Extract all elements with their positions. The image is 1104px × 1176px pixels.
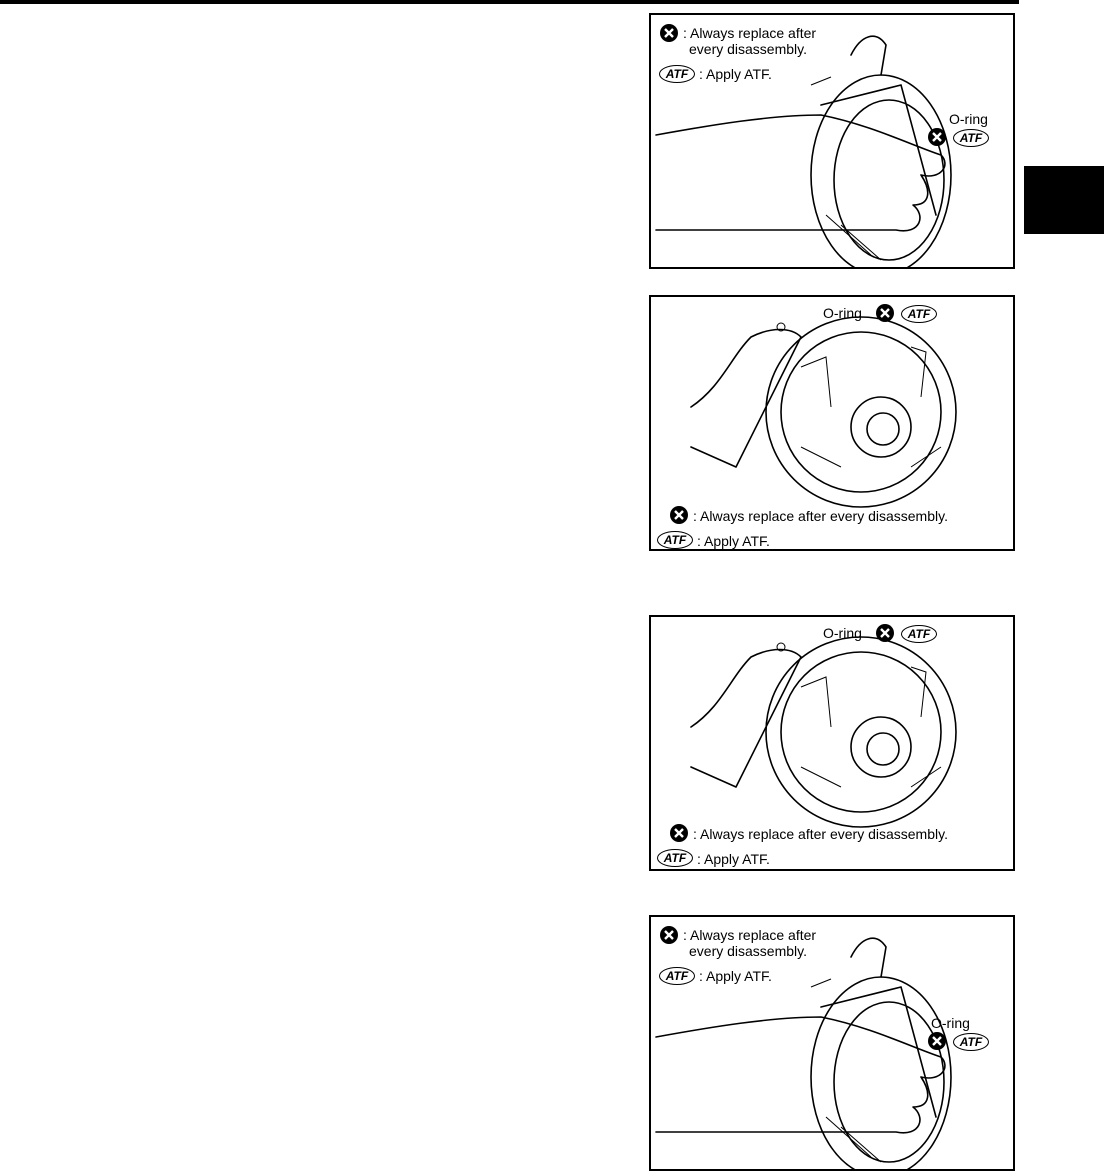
- figure-oring-pump-2: O-ring ATF : Always replace after every disassembly. ATF : Apply ATF.: [649, 615, 1015, 871]
- replace-icon: [669, 505, 689, 525]
- replace-icon: [659, 925, 679, 945]
- replace-icon: [669, 823, 689, 843]
- atf-icon: ATF: [953, 129, 989, 147]
- atf-icon: ATF: [901, 625, 937, 643]
- legend-replace-text: Always replace after: [690, 25, 817, 41]
- figure-oring-hand-2: : Always replace after every disassembly. ATF : Apply ATF. O-ring ATF: [649, 915, 1015, 1171]
- replace-icon: [659, 23, 679, 43]
- page-top-rule: [0, 0, 1019, 4]
- section-index-tab: [1024, 166, 1104, 234]
- legend-atf-text: Apply ATF.: [706, 968, 772, 984]
- part-label-oring: O-ring: [823, 305, 862, 321]
- replace-icon: [875, 303, 895, 323]
- replace-icon: [927, 127, 947, 147]
- part-label-oring: O-ring: [931, 1015, 970, 1031]
- replace-icon: [875, 623, 895, 643]
- atf-icon: ATF: [659, 65, 695, 83]
- part-label-oring: O-ring: [949, 111, 988, 127]
- legend-replace-text: Always replace after: [690, 927, 817, 943]
- legend-atf-text: Apply ATF.: [704, 533, 770, 549]
- figure-oring-pump-1: O-ring ATF : Always replace after every disassembly. ATF : Apply ATF.: [649, 295, 1015, 551]
- legend-replace-text: Always replace after every disassembly.: [700, 826, 948, 842]
- legend-atf-text: Apply ATF.: [704, 851, 770, 867]
- atf-icon: ATF: [657, 531, 693, 549]
- atf-icon: ATF: [953, 1033, 989, 1051]
- atf-icon: ATF: [657, 849, 693, 867]
- replace-icon: [927, 1031, 947, 1051]
- legend-replace-text-2: every disassembly.: [689, 41, 808, 57]
- atf-icon: ATF: [901, 305, 937, 323]
- legend-atf-text: Apply ATF.: [706, 66, 772, 82]
- figure-oring-hand-1: : Always replace after every disassembly. ATF : Apply ATF. O-ring ATF: [649, 13, 1015, 269]
- part-label-oring: O-ring: [823, 625, 862, 641]
- atf-icon: ATF: [659, 967, 695, 985]
- legend-replace-text: Always replace after every disassembly.: [700, 508, 948, 524]
- legend-replace-text-2: every disassembly.: [689, 943, 808, 959]
